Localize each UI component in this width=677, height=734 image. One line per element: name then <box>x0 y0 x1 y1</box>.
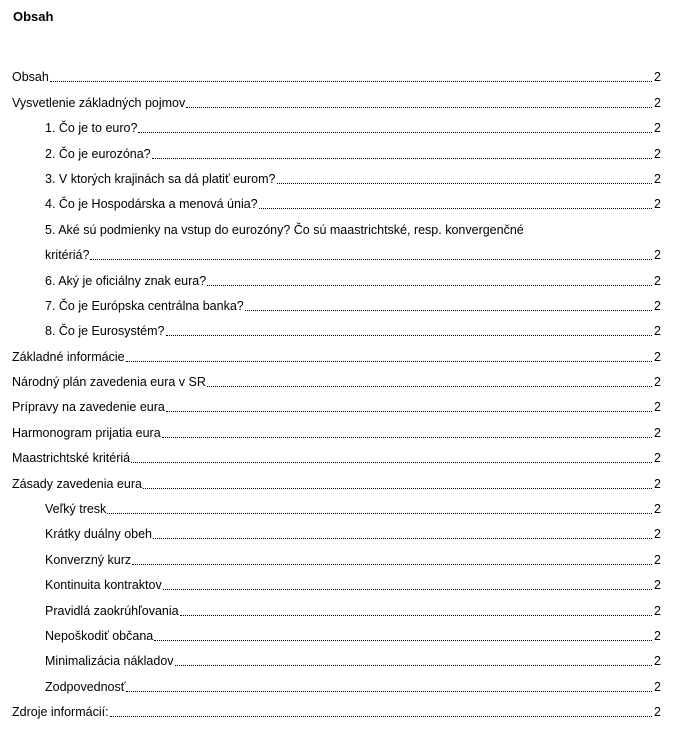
toc-entry-page: 2 <box>654 603 661 618</box>
dot-leader <box>143 488 652 489</box>
toc-entry-title: Konverzný kurz <box>45 552 132 567</box>
toc-entry-q8[interactable] <box>12 317 661 342</box>
toc-entry-kratky-dualny-obeh[interactable] <box>12 520 661 545</box>
toc-entry-obsah[interactable] <box>12 63 661 88</box>
toc-entry-title: Maastrichtské kritériá <box>12 451 131 466</box>
toc-entry-title: Základné informácie <box>12 349 125 364</box>
dot-leader <box>110 716 652 717</box>
toc-entry-title: Zdroje informácií: <box>12 705 109 720</box>
toc-entry-narodny-plan[interactable] <box>12 368 661 393</box>
toc-entry-page: 2 <box>654 197 661 212</box>
toc-entry-page: 2 <box>654 95 661 110</box>
dot-leader <box>207 386 652 387</box>
toc-entry-page: 2 <box>654 248 661 263</box>
toc-heading: Obsah <box>13 9 54 24</box>
toc-entry-zodpovednost[interactable] <box>12 672 661 697</box>
dot-leader <box>131 462 652 463</box>
toc-entry-page: 2 <box>654 298 661 313</box>
toc-entry-title: Minimalizácia nákladov <box>45 654 174 669</box>
toc-entry-page: 2 <box>654 502 661 517</box>
dot-leader <box>126 691 652 692</box>
dot-leader <box>126 361 652 362</box>
toc-entry-page: 2 <box>654 552 661 567</box>
toc-entry-konverzny-kurz[interactable] <box>12 545 661 570</box>
toc-entry-title: 6. Aký je oficiálny znak eura? <box>45 273 207 288</box>
toc-entry-title: Zásady zavedenia eura <box>12 476 142 491</box>
dot-leader <box>162 437 652 438</box>
toc-entry-title: 7. Čo je Európska centrálna banka? <box>45 298 244 313</box>
toc-entry-title: 1. Čo je to euro? <box>45 121 138 136</box>
dot-leader <box>152 158 652 159</box>
dot-leader <box>186 107 652 108</box>
dot-leader <box>107 513 652 514</box>
toc-entry-title: Obsah <box>12 70 49 85</box>
dot-leader <box>90 259 652 260</box>
toc-entry-minimalizacia[interactable] <box>12 647 661 672</box>
toc-entry-vysvetlenie[interactable] <box>12 88 661 113</box>
toc-entry-title: Veľký tresk <box>45 502 107 517</box>
dot-leader <box>207 285 652 286</box>
toc-entry-neposkodit-obcana[interactable] <box>12 622 661 647</box>
toc-entry-page: 2 <box>654 527 661 542</box>
dot-leader <box>166 411 652 412</box>
toc-entry-q3[interactable] <box>12 165 661 190</box>
toc-entry-title: Národný plán zavedenia eura v SR <box>12 375 206 390</box>
toc-entry-kontinuita[interactable] <box>12 571 661 596</box>
toc-entry-title: Prípravy na zavedenie eura <box>12 400 165 415</box>
toc-entry-page: 2 <box>654 273 661 288</box>
toc-entry-page: 2 <box>654 679 661 694</box>
table-of-contents <box>12 63 661 723</box>
dot-leader <box>154 640 652 641</box>
dot-leader <box>259 208 652 209</box>
toc-entry-page: 2 <box>654 349 661 364</box>
toc-entry-title: 4. Čo je Hospodárska a menová únia? <box>45 197 258 212</box>
dot-leader <box>175 665 653 666</box>
toc-entry-page: 2 <box>654 476 661 491</box>
dot-leader <box>180 615 652 616</box>
dot-leader <box>245 310 652 311</box>
toc-entry-title: Harmonogram prijatia eura <box>12 425 161 440</box>
dot-leader <box>138 132 652 133</box>
toc-entry-q5-continuation[interactable] <box>12 241 661 266</box>
toc-entry-zdroje[interactable] <box>12 698 661 723</box>
toc-entry-page: 2 <box>654 70 661 85</box>
toc-entry-page: 2 <box>654 578 661 593</box>
toc-entry-title: Zodpovednosť <box>45 679 126 694</box>
toc-entry-title: 5. Aké sú podmienky na vstup do eurozóny? Čo sú maastrichtské, resp. konvergenčné <box>45 222 524 237</box>
toc-entry-q4[interactable] <box>12 190 661 215</box>
toc-entry-q7[interactable] <box>12 292 661 317</box>
toc-entry-page: 2 <box>654 425 661 440</box>
toc-entry-title: 2. Čo je eurozóna? <box>45 146 151 161</box>
toc-entry-q6[interactable] <box>12 266 661 291</box>
toc-entry-title: Kontinuita kontraktov <box>45 578 162 593</box>
toc-entry-page: 2 <box>654 121 661 136</box>
toc-entry-pripravy[interactable] <box>12 393 661 418</box>
toc-entry-page: 2 <box>654 654 661 669</box>
toc-entry-title: 3. V ktorých krajinách sa dá platiť eurom? <box>45 171 276 186</box>
toc-entry-page: 2 <box>654 705 661 720</box>
toc-entry-zasady[interactable] <box>12 469 661 494</box>
toc-entry-title: Vysvetlenie základných pojmov <box>12 95 186 110</box>
dot-leader <box>50 81 652 82</box>
toc-entry-title-continuation: kritériá? <box>45 248 90 263</box>
toc-entry-page: 2 <box>654 451 661 466</box>
toc-entry-zakladne-informacie[interactable] <box>12 342 661 367</box>
toc-entry-page: 2 <box>654 171 661 186</box>
toc-entry-maastrichtske-kriteria[interactable] <box>12 444 661 469</box>
toc-entry-page: 2 <box>654 146 661 161</box>
toc-entry-q1[interactable] <box>12 114 661 139</box>
toc-entry-q5[interactable] <box>12 215 661 240</box>
dot-leader <box>163 589 652 590</box>
dot-leader <box>166 335 653 336</box>
dot-leader <box>132 564 652 565</box>
toc-entry-page: 2 <box>654 628 661 643</box>
toc-entry-velky-tresk[interactable] <box>12 495 661 520</box>
toc-entry-q2[interactable] <box>12 139 661 164</box>
toc-entry-page: 2 <box>654 400 661 415</box>
dot-leader <box>277 183 653 184</box>
toc-entry-title: Krátky duálny obeh <box>45 527 153 542</box>
toc-entry-zaokruhlovanie[interactable] <box>12 596 661 621</box>
toc-entry-title: Nepoškodiť občana <box>45 628 154 643</box>
toc-entry-harmonogram[interactable] <box>12 418 661 443</box>
toc-entry-page: 2 <box>654 375 661 390</box>
dot-leader <box>153 538 652 539</box>
toc-entry-page: 2 <box>654 324 661 339</box>
toc-entry-title: 8. Čo je Eurosystém? <box>45 324 165 339</box>
toc-entry-title: Pravidlá zaokrúhľovania <box>45 603 179 618</box>
